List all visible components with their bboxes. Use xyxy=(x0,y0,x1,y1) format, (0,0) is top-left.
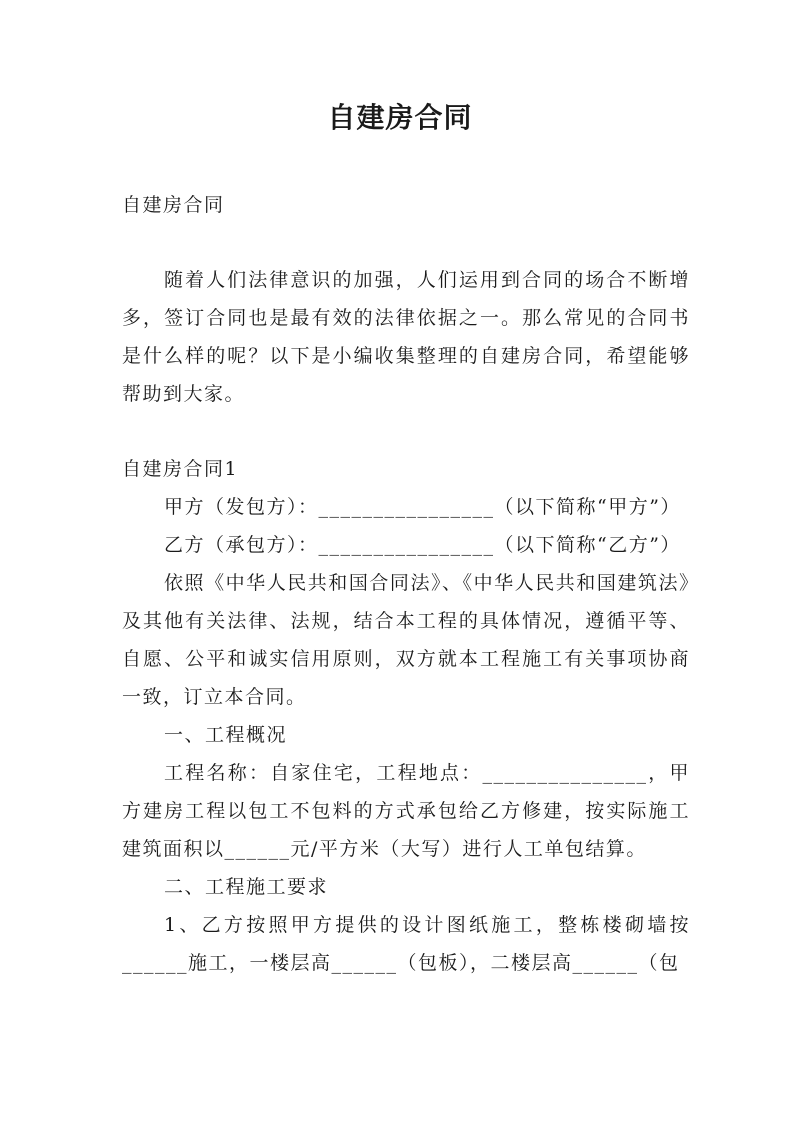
section-title-overview: 一、工程概况 xyxy=(164,724,288,746)
document-title: 自建房合同 xyxy=(327,101,473,134)
basis-paragraph: 依照《中华人民共和国合同法》、《中华人民共和国建筑法》及其他有关法律、法规，结合本工程的具体情况，遵循平等、自愿、公平和诚实信用原则，双方就本工程施工有关事项协商一致，订立本合同。 xyxy=(122,572,690,708)
section-title-requirements: 二、工程施工要求 xyxy=(164,876,329,898)
section-heading: 自建房合同 xyxy=(122,194,225,216)
party-b-line: 乙方（承包方）：________________（以下简称“乙方”） xyxy=(164,534,681,556)
paragraph-gap xyxy=(122,413,690,450)
contract-heading: 自建房合同1 xyxy=(122,458,239,480)
party-a-line: 甲方（发包方）：________________（以下简称“甲方”） xyxy=(164,496,681,518)
document-body xyxy=(122,186,690,982)
requirement-item-1: 1、乙方按照甲方提供的设计图纸施工，整栋楼砌墙按______施工，一楼层高______（包板），二楼层高______（包 xyxy=(122,914,690,974)
intro-paragraph: 随着人们法律意识的加强，人们运用到合同的场合不断增多，签订合同也是最有效的法律依据之一。那么常见的合同书是什么样的呢？以下是小编收集整理的自建房合同，希望能够帮助到大家。 xyxy=(122,269,690,405)
overview-paragraph: 工程名称：自家住宅，工程地点：_______________，甲方建房工程以包工不包料的方式承包给乙方修建，按实际施工建筑面积以______元/平方米（大写）进行人工单包结算。 xyxy=(122,762,690,860)
paragraph-gap xyxy=(122,224,690,261)
